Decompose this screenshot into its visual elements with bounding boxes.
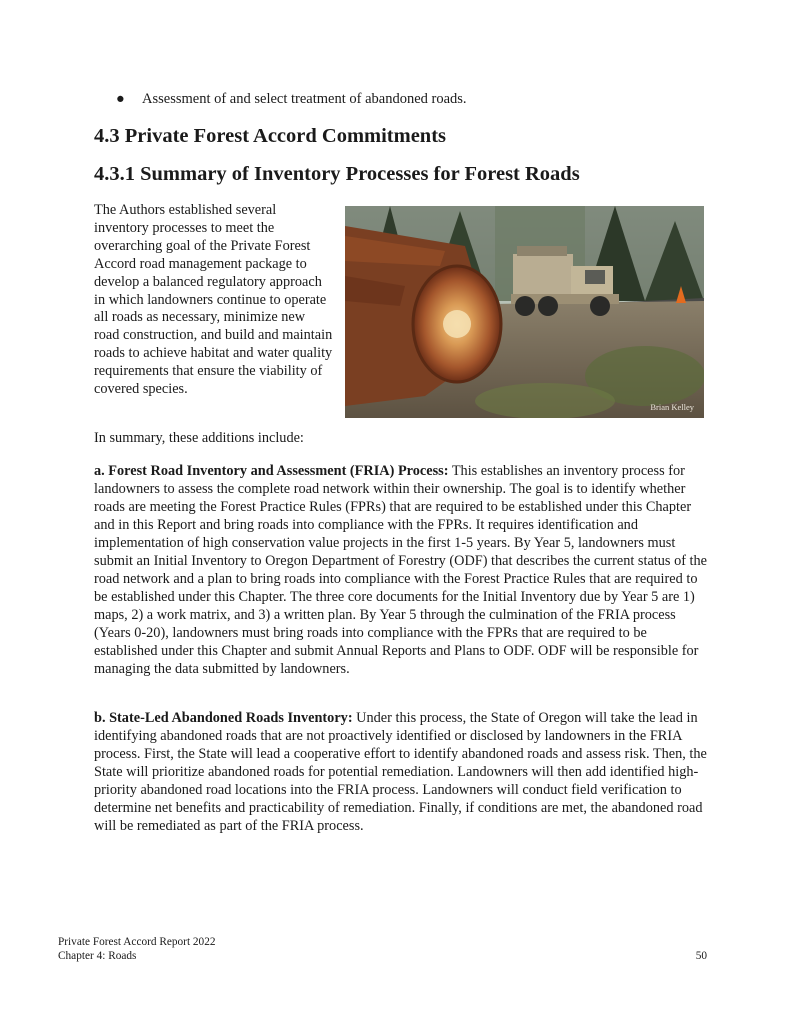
fria-process-paragraph xyxy=(94,462,708,678)
bullet-item xyxy=(116,89,467,109)
summary-line: In summary, these additions include: xyxy=(94,430,304,446)
section-heading: 4.3 Private Forest Accord Commitments xyxy=(94,125,447,147)
photo-credit: Brian Kelley xyxy=(650,402,694,412)
fria-process-body: This establishes an inventory process for landowners to assess the complete road network within their ownership. The goal is to identify whether roads are meeting the Forest Practice Rules (FPRs) that are required to be established under this Chapter and in this Report and bring roads into compliance with the FPRs. It requires identification and implementation of high conservation value projects in the first 1-5 years. By Year 5, landowners must submit an Initial Inventory to Oregon Department of Forestry (ODF) that describes the current status of the road network and a plan to bring roads into compliance with the Forest Practice Rules that are required to be established under this Chapter. The three core documents for the Initial Inventory due by Year 5 are 1) maps, 2) a work matrix, and 3) a written plan. By Year 5 through the culmination of the FRIA process (Years 0-20), landowners must bring roads into compliance with the FPRs that are required to be established under this Chapter and submit Annual Reports and Plans to ODF. ODF will be responsible for managing the data submitted by landowners. xyxy=(94,463,708,677)
page-footer xyxy=(58,936,216,963)
bullet-icon: ● xyxy=(116,91,125,107)
forest-log-truck-photo xyxy=(345,206,704,418)
abandoned-roads-body: Under this process, the State of Oregon will take the lead in identifying abandoned roads that are not proactively identified or disclosed by landowners in the FRIA process. First, the State will lead a cooperative effort to identify abandoned roads and assess risk. Then, the State will prioritize abandoned roads for potential remediation. Landowners will then add identified high-priority abandoned road locations into the FRIA process. Landowners will conduct field verification to determine net benefits and practicability of remediation. Finally, if conditions are met, the abandoned road will be remediated as part of the FRIA process. xyxy=(94,710,707,834)
intro-paragraph: The Authors established several inventory processes to meet the overarching goal of the Private Forest Accord road management package to develop a balanced regulatory approach in which landowners continue to operate all roads as necessary, minimize new road construction, and build and maintain roads to achieve habitat and water quality requirements that ensure the viability of covered species. xyxy=(94,202,333,398)
abandoned-roads-paragraph xyxy=(94,709,708,835)
fria-process-lead: a. Forest Road Inventory and Assessment (FRIA) Process: xyxy=(94,463,449,479)
footer-chapter: Chapter 4: Roads xyxy=(58,949,137,962)
footer-report-title: Private Forest Accord Report 2022 xyxy=(58,936,216,948)
page-number: 50 xyxy=(695,950,707,962)
abandoned-roads-lead: b. State-Led Abandoned Roads Inventory: xyxy=(94,710,353,726)
subsection-heading: 4.3.1 Summary of Inventory Processes for Forest Roads xyxy=(94,163,580,185)
bullet-text: Assessment of and select treatment of abandoned roads. xyxy=(142,91,467,107)
